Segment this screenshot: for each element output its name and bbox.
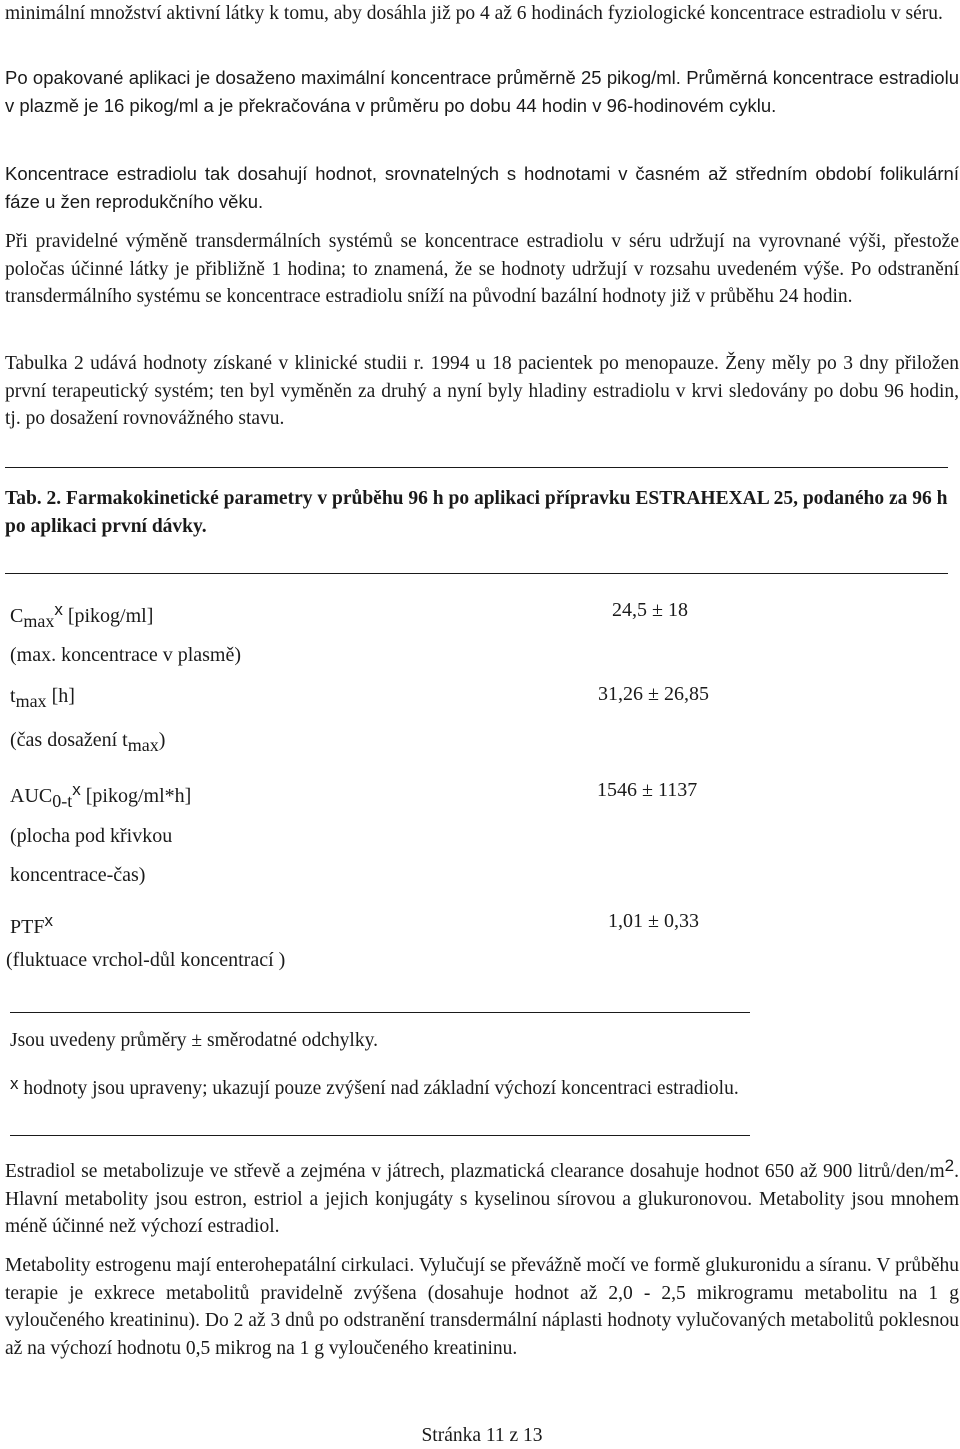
param-ptf-description: (fluktuace vrchol-důl koncentrací ) bbox=[6, 949, 286, 971]
value-cmax: 24,5 ± 18 bbox=[612, 599, 688, 621]
param-cmax-description: (max. koncentrace v plasmě) bbox=[10, 644, 242, 666]
paragraph-follicular-comparison: Koncentrace estradiolu tak dosahují hodnot, srovnatelných s hodnotami v časném až středním období folikulární fáze u žen reprodukčního věku. bbox=[5, 163, 959, 212]
param-tmax-description: (čas dosažení tmax) bbox=[10, 729, 166, 755]
param-tmax: tmax [h] bbox=[10, 685, 75, 711]
notes-top-rule bbox=[10, 1012, 750, 1013]
paragraph-metabolites: Metabolity estrogenu mají enterohepatální cirkulaci. Vylučují se převážně močí ve formě glukuronidu a síranu. V průběhu terapie je exkrece metabolitů pravidelně zvýšena (dosahuje hodnot až 2,0 - 2,5 mikrogramu metabolitu na 1 g vyloučeného kreatininu). Do 2 až 3 dnů po odstranění transdermální náplasti hodnoty vylučovaných metabolitů poklesnou až na výchozí hodnotu 0,5 mikrog na 1 g vyloučeného kreatininu. bbox=[5, 1255, 959, 1359]
table-caption: Tab. 2. Farmakokinetické parametry v průběhu 96 h po aplikaci přípravku ESTRAHEXAL 25, podaného za 96 h po aplikaci první dávky. bbox=[5, 488, 948, 537]
note-means: Jsou uvedeny průměry ± směrodatné odchylky. bbox=[10, 1030, 378, 1051]
param-auc: $AUC0-t^x$ [pikog/ml*h] bbox=[10, 780, 192, 811]
value-tmax: 31,26 ± 26,85 bbox=[598, 683, 709, 705]
table-top-rule bbox=[5, 467, 948, 468]
paragraph-regular-exchange: Při pravidelné výměně transdermálních systémů se koncentrace estradiolu v séru udržují na vyrovnané výši, přestože poločas účinné látky je přibližně 1 hodina; to znamená, že se hodnoty udržují v rozsahu uvedeném výše. Po odstranění transdermálního systému se koncentrace estradiolu sníží na původní bazální hodnoty již v průběhu 24 hodin. bbox=[5, 231, 959, 307]
notes-bottom-rule bbox=[10, 1135, 750, 1136]
param-cmax: Cmax$^x$ [pikog/ml] bbox=[10, 600, 154, 631]
param-auc-description-2: koncentrace-čas) bbox=[10, 864, 146, 886]
param-auc-description-1: (plocha pod křivkou bbox=[10, 825, 173, 847]
footnote-marker: x bbox=[10, 1074, 19, 1093]
value-auc: 1546 ± 1137 bbox=[597, 779, 698, 801]
param-ptf: PTF$^x$ bbox=[10, 911, 53, 938]
table-header-rule bbox=[5, 573, 948, 574]
paragraph-metabolism: Estradiol se metabolizuje ve střevě a zejména v játrech, plazmatická clearance dosahuje hodnot 650 až 900 litrů/den/m2. Hlavní metabolity jsou estron, estriol a jejich konjugáty s kyselinou sírovou a glukuronovou. Metabolity jsou mnohem méně účinné než výchozí estradiol. bbox=[5, 1156, 959, 1237]
paragraph-absorption: minimální množství aktivní látky k tomu, aby dosáhla již po 4 až 6 hodinách fyziologické koncentrace estradiolu v séru. bbox=[5, 3, 943, 24]
value-ptf: 1,01 ± 0,33 bbox=[608, 910, 699, 932]
paragraph-repeated-application: Po opakované aplikaci je dosaženo maximální koncentrace průměrně 25 pikog/ml. Průměrná koncentrace estradiolu v plazmě je 16 pikog/ml a je překračována v průměru po dobu 44 hodin v 96-hodinovém cyklu. bbox=[5, 67, 959, 116]
paragraph-clinical-study: Tabulka 2 udává hodnoty získané v klinické studii r. 1994 u 18 pacientek po menopauze. Ženy měly po 3 dny přiložen první terapeutický systém; ten byl vyměněn za druhý a nyní byly hladiny estradiolu v krvi sledovány po dobu 96 hodin, tj. po dosažení rovnovážného stavu. bbox=[5, 353, 959, 429]
note-adjusted: x hodnoty jsou upraveny; ukazují pouze zvýšení nad základní výchozí koncentraci estradiolu. bbox=[10, 1074, 739, 1099]
page-number: Stránka 11 z 13 bbox=[421, 1425, 543, 1446]
